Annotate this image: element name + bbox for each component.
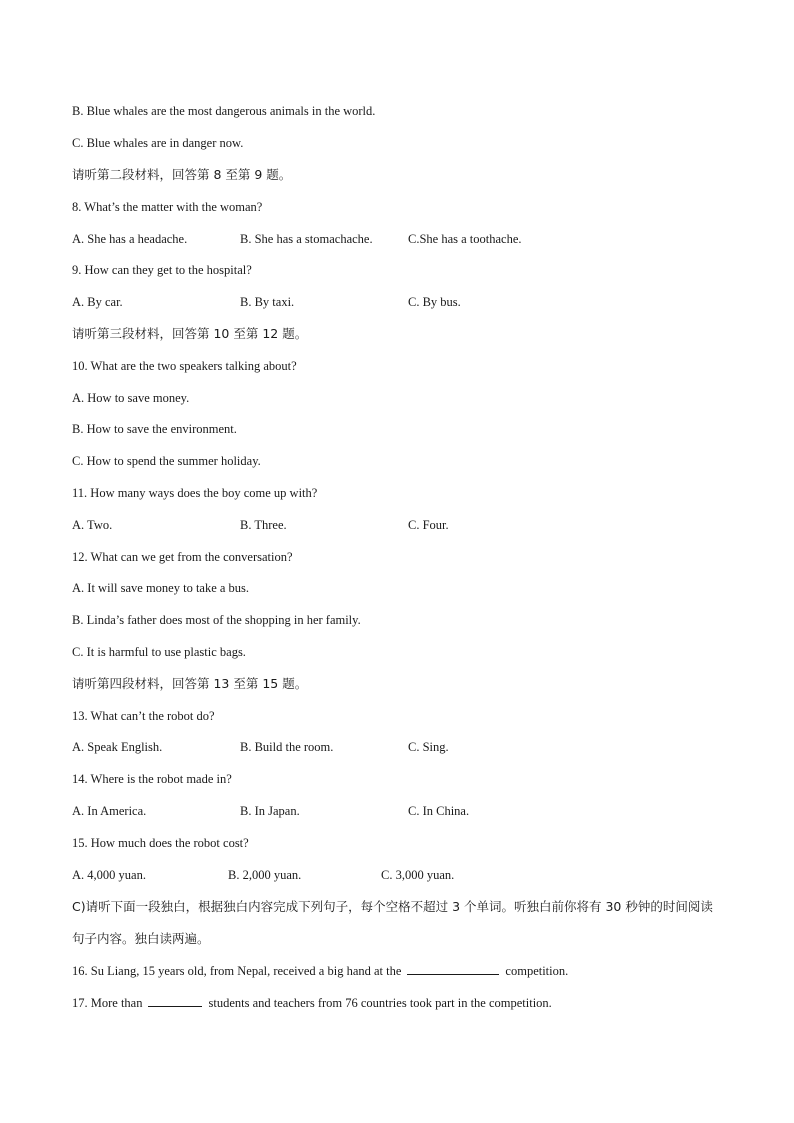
q9-option-b: B. By taxi.	[240, 295, 295, 309]
q10-stem: 10. What are the two speakers talking about?	[72, 359, 297, 373]
q11-option-c: C. Four.	[408, 518, 449, 532]
section-3-instruction: 请听第三段材料，回答第 10 至第 12 题。	[72, 326, 308, 341]
q17-text-after: students and teachers from 76 countries took part in the competition.	[208, 996, 552, 1010]
q8-option-b: B. She has a stomachache.	[240, 232, 373, 246]
q14-option-c: C. In China.	[408, 804, 470, 818]
q11-stem: 11. How many ways does the boy come up with?	[72, 486, 318, 500]
q11-option-a: A. Two.	[72, 518, 113, 532]
q14-option-a: A. In America.	[72, 804, 147, 818]
q16-sentence	[72, 962, 568, 979]
q16-text-after: competition.	[505, 964, 569, 978]
q16-answer-blank[interactable]	[407, 962, 499, 975]
q13-option-a: A. Speak English.	[72, 740, 163, 754]
q11-option-b: B. Three.	[240, 518, 287, 532]
q14-stem: 14. Where is the robot made in?	[72, 772, 232, 786]
q8-stem: 8. What’s the matter with the woman?	[72, 200, 263, 214]
q17-answer-blank[interactable]	[148, 994, 202, 1007]
q12-option-b: B. Linda’s father does most of the shopping in her family.	[72, 613, 361, 627]
q9-option-a: A. By car.	[72, 295, 123, 309]
section-4-instruction: 请听第四段材料，回答第 13 至第 15 题。	[72, 676, 308, 691]
section-2-instruction: 请听第二段材料，回答第 8 至第 9 题。	[72, 167, 292, 182]
q15-option-b: B. 2,000 yuan.	[228, 868, 302, 882]
q13-option-c: C. Sing.	[408, 740, 449, 754]
q7-option-b: B. Blue whales are the most dangerous animals in the world.	[72, 104, 376, 118]
q13-stem: 13. What can’t the robot do?	[72, 709, 215, 723]
q12-stem: 12. What can we get from the conversation?	[72, 550, 293, 564]
q10-option-b: B. How to save the environment.	[72, 422, 237, 436]
q8-option-a: A. She has a headache.	[72, 232, 188, 246]
q16-text-before: 16. Su Liang, 15 years old, from Nepal, received a big hand at the	[72, 964, 402, 978]
q17-text-before: 17. More than	[72, 996, 143, 1010]
q10-option-a: A. How to save money.	[72, 391, 190, 405]
q15-option-c: C. 3,000 yuan.	[381, 868, 455, 882]
q10-option-c: C. How to spend the summer holiday.	[72, 454, 261, 468]
q9-option-c: C. By bus.	[408, 295, 461, 309]
q7-option-c: C. Blue whales are in danger now.	[72, 136, 244, 150]
q12-option-c: C. It is harmful to use plastic bags.	[72, 645, 246, 659]
q13-option-b: B. Build the room.	[240, 740, 334, 754]
part-c-instruction: C)请听下面一段独白，根据独白内容完成下列句子，每个空格不超过 3 个单词。听独白前你将有 30 秒钟的时间阅读句子内容。独白读两遍。	[72, 899, 713, 946]
q9-stem: 9. How can they get to the hospital?	[72, 263, 252, 277]
q14-option-b: B. In Japan.	[240, 804, 300, 818]
q15-stem: 15. How much does the robot cost?	[72, 836, 249, 850]
q17-sentence	[72, 994, 552, 1011]
q12-option-a: A. It will save money to take a bus.	[72, 581, 250, 595]
q8-option-c: C.She has a toothache.	[408, 232, 522, 246]
q15-option-a: A. 4,000 yuan.	[72, 868, 146, 882]
